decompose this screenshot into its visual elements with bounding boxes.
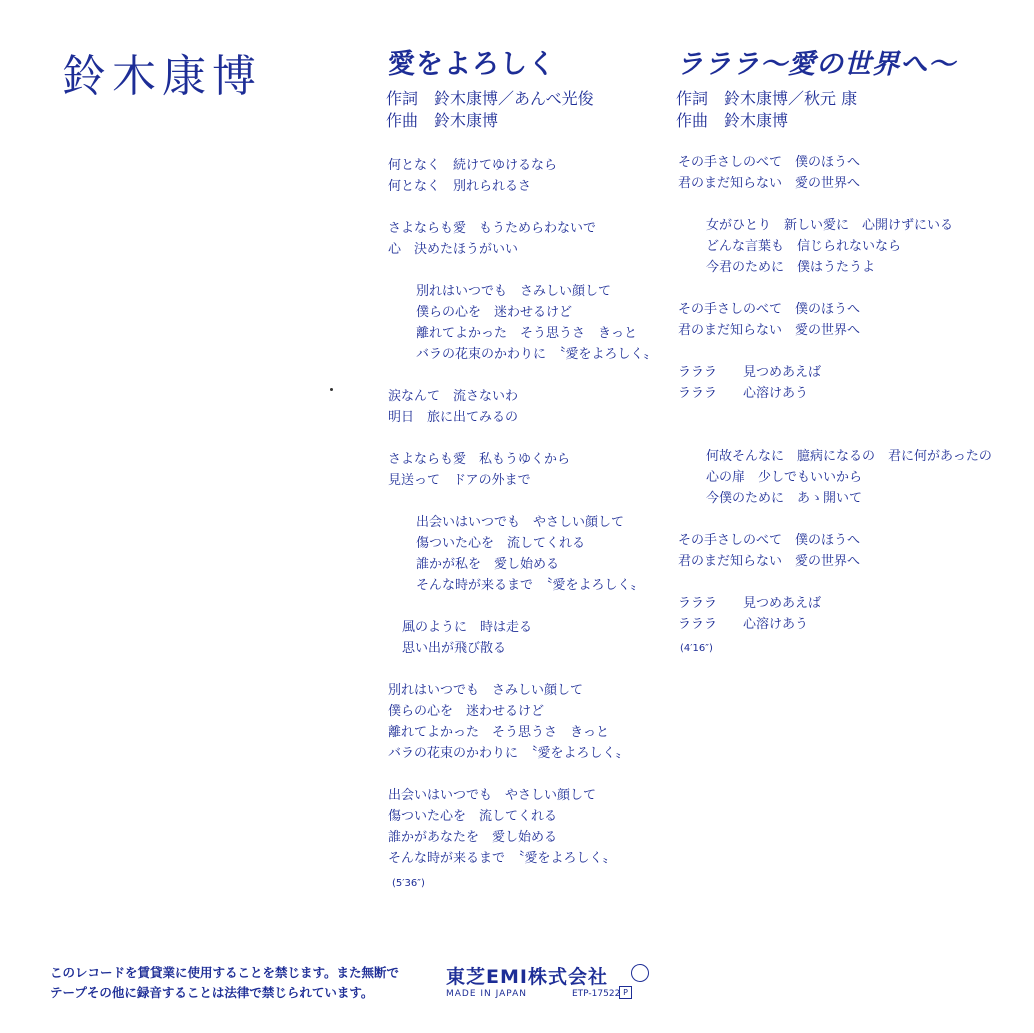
lyric-line: 何となく 続けてゆけるなら [388,158,558,173]
stanza-gap [678,194,992,215]
lyric-line: 今君のために 僕はうたうよ [706,260,876,275]
lyric-line: そんな時が来るまで 〝愛をよろしく〟 [416,578,644,593]
stanza-gap [388,764,657,785]
lyric-line: ラララ 心溶けあう [678,386,809,401]
song-1-composer: 作曲 鈴木康博 [386,111,499,130]
stanza-gap [678,341,992,362]
lyric-line: 見送って ドアの外まで [388,473,531,488]
phonogram-p-icon: P [619,986,632,999]
lyric-line: ラララ 心溶けあう [678,617,809,632]
song-2-duration: (4′16″) [680,643,713,654]
lyric-line: 何故そんなに 臆病になるの 君に何があったの [706,449,992,464]
lyric-line: 傷ついた心を 流してくれる [388,809,558,824]
lyric-line: さよならも愛 もうためらわないで [388,221,597,236]
lyric-line: 別れはいつでも さみしい顔して [388,683,584,698]
lyric-line: 離れてよかった そう思うさ きっと [388,725,610,740]
song-2-lyricist: 作詞 鈴木康博／秋元 康 [676,89,858,108]
lyric-line: 僕らの心を 迷わせるけど [388,704,545,719]
lyric-line: 明日 旅に出てみるの [388,410,519,425]
lyric-line: そんな時が来るまで 〝愛をよろしく〟 [388,851,616,866]
lyric-line: 君のまだ知らない 愛の世界へ [678,176,861,191]
stanza-gap [678,404,992,425]
lyric-line: 涙なんて 流さないわ [388,389,519,404]
lyric-line: 出会いはいつでも やさしい顔して [388,788,597,803]
stanza-gap [388,491,657,512]
lyric-line: 離れてよかった そう思うさ きっと [416,326,638,341]
lyric-line: 女がひとり 新しい愛に 心開けずにいる [706,218,954,233]
lyric-line: バラの花束のかわりに 〝愛をよろしく〟 [388,746,629,761]
song-1-lyrics [388,155,657,869]
stanza-gap [388,659,657,680]
lyric-line: 心の扉 少しでもいいから [706,470,863,485]
lyric-line: 君のまだ知らない 愛の世界へ [678,554,861,569]
stanza-gap [388,260,657,281]
song-2-composer: 作曲 鈴木康博 [676,111,789,130]
song-1-lyricist: 作詞 鈴木康博／あんべ光俊 [386,89,594,108]
lyric-line: 出会いはいつでも やさしい顔して [416,515,625,530]
lyric-line: バラの花束のかわりに 〝愛をよろしく〟 [416,347,657,362]
stanza-gap [678,425,992,446]
notice-line-1: このレコードを賃貸業に使用することを禁じます。また無断で [50,965,400,980]
lyric-line: 思い出が飛び散る [402,641,507,656]
made-in-japan: MADE IN JAPAN [446,989,528,999]
lyric-line: その手さしのべて 僕のほうへ [678,302,861,317]
lyric-line: 今僕のために あゝ開いて [706,491,863,506]
song-title-2: ラララ〜愛の世界へ〜 [676,49,956,80]
stanza-gap [388,365,657,386]
lyric-line: 君のまだ知らない 愛の世界へ [678,323,861,338]
lyric-line: 僕らの心を 迷わせるけど [416,305,573,320]
lyric-line: さよならも愛 私もうゆくから [388,452,571,467]
stanza-gap [678,509,992,530]
lyric-line: ラララ 見つめあえば [678,365,822,380]
lyric-line: どんな言葉も 信じられないなら [706,239,902,254]
artist-name: 鈴木康博 [62,51,262,102]
song-2-lyrics [678,152,992,635]
lyric-line: 別れはいつでも さみしい顔して [416,284,612,299]
copyright-notice [50,963,399,1003]
stanza-gap [678,572,992,593]
label-logo-icon [631,964,649,982]
notice-line-2: テープその他に録音することは法律で禁じられています。 [50,985,374,1000]
stanza-gap [678,278,992,299]
stanza-gap [388,596,657,617]
stanza-gap [388,428,657,449]
record-label: 東芝EMI株式会社 [446,966,608,988]
catalog-number: ETP-17522 [572,989,621,999]
stray-dot [330,388,333,391]
lyric-line: 傷ついた心を 流してくれる [416,536,586,551]
lyric-line: その手さしのべて 僕のほうへ [678,533,861,548]
lyric-line: 風のように 時は走る [402,620,533,635]
song-1-duration: (5′36″) [392,878,425,889]
lyric-line: 心 決めたほうがいい [388,242,519,257]
lyric-line: 誰かが私を 愛し始める [416,557,560,572]
lyric-line: 何となく 別れられるさ [388,179,532,194]
lyric-line: ラララ 見つめあえば [678,596,822,611]
stanza-gap [388,197,657,218]
lyric-line: その手さしのべて 僕のほうへ [678,155,861,170]
song-title-1: 愛をよろしく [388,49,556,80]
lyric-line: 誰かがあなたを 愛し始める [388,830,558,845]
